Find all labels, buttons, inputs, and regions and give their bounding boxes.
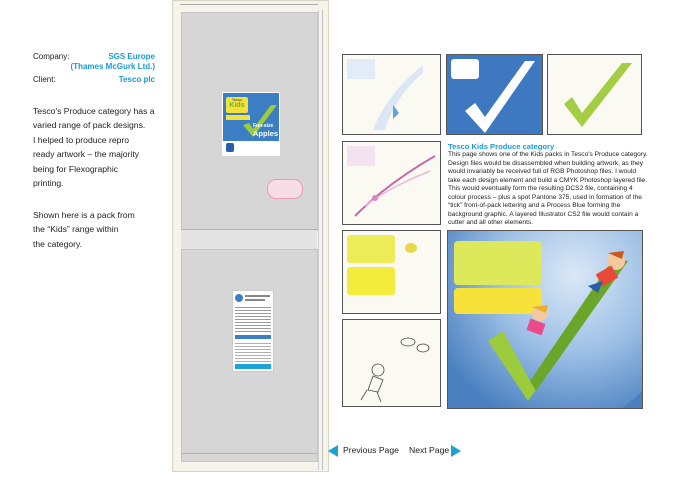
company-label: Company: xyxy=(33,52,70,61)
back-text-line xyxy=(245,299,265,301)
triangle-right-icon[interactable] xyxy=(451,445,461,457)
pack-front-label xyxy=(222,92,280,156)
description-line: printing. xyxy=(33,178,64,189)
description-line: varied range of pack designs. xyxy=(33,120,146,131)
cutter-note-stamp xyxy=(267,179,303,199)
product-line-2: Apples xyxy=(253,129,279,138)
pack-back-label xyxy=(232,290,274,372)
description-line: Tesco's Produce category has a xyxy=(33,106,155,116)
company-value: SGS Europe xyxy=(108,52,155,61)
layer-thumb-pink xyxy=(342,141,441,225)
shown-line: Shown here is a pack from xyxy=(33,210,135,220)
description-line: I helped to produce repro xyxy=(33,134,130,145)
company-value-sub: (Thames McGurk Ltd.) xyxy=(70,62,155,71)
thumb-tick-green xyxy=(554,59,634,131)
thumb-line-drawing xyxy=(343,320,440,406)
caption-line: This would eventually form the resulting DCS2 file, containing 4 xyxy=(448,185,633,192)
caption-line: would invariably be received full of RGB Photoshop files. I would xyxy=(448,168,637,175)
back-blue-bar xyxy=(235,335,271,339)
cutter-line xyxy=(181,453,317,454)
layer-thumb-green-tick xyxy=(547,54,642,135)
caption-title: Tesco Kids Produce category xyxy=(448,142,555,151)
nutrition-table xyxy=(235,305,271,333)
caption-line: cutter and all other elements. xyxy=(448,219,534,226)
triangle-left-icon[interactable] xyxy=(328,445,338,457)
thumb-yellow-box xyxy=(347,267,395,295)
composite-artwork xyxy=(447,230,643,409)
sheet-ruler xyxy=(180,4,318,5)
thumb-tick-white xyxy=(455,61,535,133)
description-line: being for Flexographic xyxy=(33,163,119,174)
back-logo xyxy=(235,294,243,302)
shown-line: the “Kids” range within xyxy=(33,224,119,235)
pack-fold-strip xyxy=(181,229,317,251)
range-text: Kids xyxy=(229,102,245,109)
caption-text xyxy=(448,151,663,228)
layer-thumb-background xyxy=(342,54,441,135)
thumb-pink-swoosh xyxy=(345,146,437,222)
sheet-side-line xyxy=(318,10,319,470)
caption-line: take each design element and build a CMYK Photoshop layered file. xyxy=(448,176,648,184)
client-label: Client: xyxy=(33,75,56,84)
kids-characters xyxy=(448,231,642,408)
back-footer-bar xyxy=(235,364,271,369)
project-description xyxy=(33,104,173,190)
back-info-text xyxy=(235,341,271,363)
client-value: Tesco plc xyxy=(118,75,155,84)
caption-line: “tick” front-of-pack lettering and a Process Blue forming the xyxy=(448,202,621,209)
brand-text: Tesco xyxy=(231,97,243,102)
caption-line: This page shows one of the Kids packs in Tesco's Produce category. xyxy=(448,151,648,158)
shown-line: the category. xyxy=(33,238,83,249)
layer-thumb-blue xyxy=(446,54,543,135)
sheet-side-line xyxy=(322,10,323,470)
shown-here-text xyxy=(33,208,173,251)
caption-line: Design files would be disassembled when building artwork, as they xyxy=(448,159,643,167)
back-text-line xyxy=(245,295,270,297)
thumb-swoosh xyxy=(363,65,423,130)
caption-line: background graphic. A layered Illustrator CS2 file would contain a xyxy=(448,210,639,218)
thumb-yellow-box xyxy=(347,235,395,263)
caption-line: colour process – plus a spot Pantone 375, used in formation of the xyxy=(448,193,642,201)
product-line-1: Fun-size xyxy=(253,123,274,129)
label-badge xyxy=(226,143,234,152)
layer-thumb-yellow xyxy=(342,230,441,314)
thumb-yellow-dot xyxy=(405,243,417,253)
previous-page-label[interactable]: Previous Page xyxy=(343,445,399,455)
next-page-label[interactable]: Next Page xyxy=(409,445,450,455)
description-line: ready artwork – the majority xyxy=(33,149,140,160)
layer-thumb-line-art xyxy=(342,319,441,407)
